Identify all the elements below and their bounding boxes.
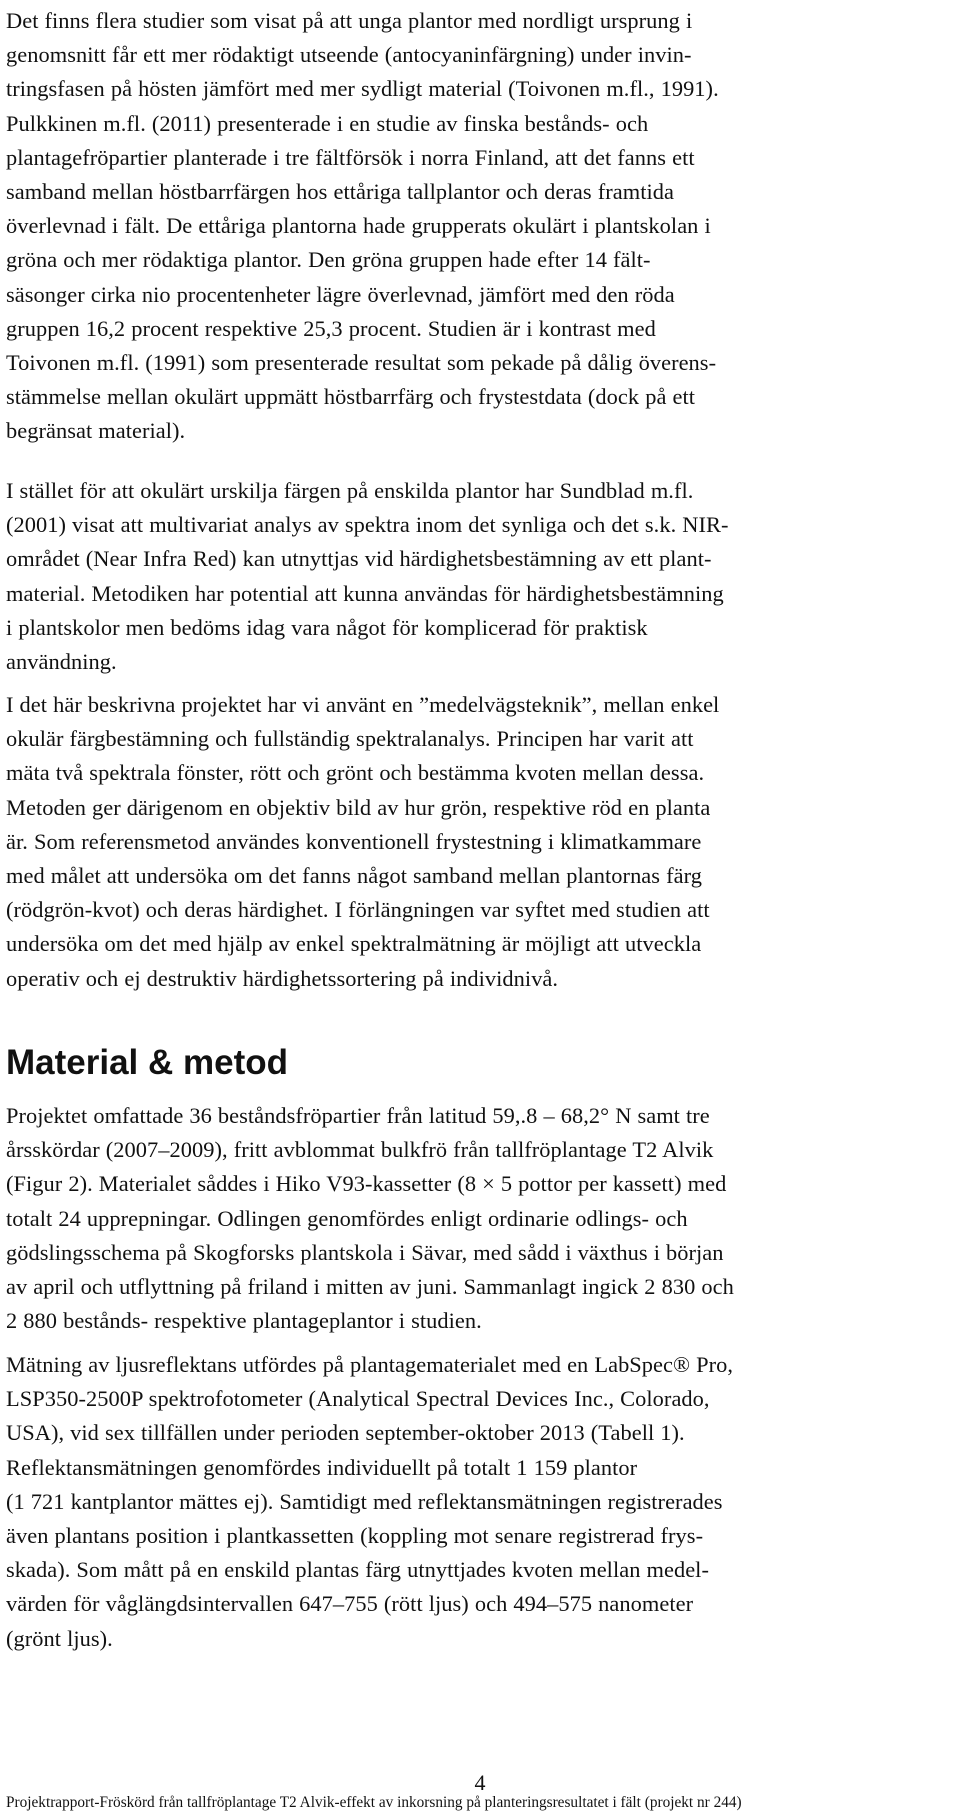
- text-line: tringsfasen på hösten jämfört med mer sydligt material (Toivonen m.fl., 1991).: [6, 76, 719, 102]
- text-line: plantagefröpartier planterade i tre fältförsök i norra Finland, att det fanns ett: [6, 144, 695, 170]
- text-line: 2 880 bestånds- respektive plantageplantor i studien.: [6, 1308, 482, 1334]
- text-line: området (Near Infra Red) kan utnyttjas vid härdighetsbestämning av ett plant-: [6, 546, 712, 572]
- section-paragraph-2: [6, 1348, 948, 1656]
- text-line: Mätning av ljusreflektans utfördes på plantagematerialet med en LabSpec® Pro,: [6, 1352, 734, 1377]
- text-line: värden för våglängdsintervallen 647–755 (rött ljus) och 494–575 nanometer: [6, 1591, 694, 1617]
- text-line: Toivonen m.fl. (1991) som presenterade resultat som pekade på dålig överens-: [6, 350, 717, 376]
- text-line: (rödgrön-kvot) och deras härdighet. I förlängningen var syftet med studien att: [6, 897, 710, 923]
- text-line: okulär färgbestämning och fullständig spektralanalys. Principen har varit att: [6, 726, 694, 752]
- text-line: Reflektansmätningen genomfördes individuellt på totalt 1 159 plantor: [6, 1454, 638, 1480]
- text-line: I det här beskrivna projektet har vi använt en ”medelvägsteknik”, mellan enkel: [6, 692, 720, 717]
- text-line: Pulkkinen m.fl. (2011) presenterade i en studie av finska bestånds- och: [6, 110, 649, 136]
- text-line: USA), vid sex tillfällen under perioden september-oktober 2013 (Tabell 1).: [6, 1420, 685, 1446]
- text-line: mäta två spektrala fönster, rött och grönt och bestämma kvoten mellan dessa.: [6, 760, 705, 786]
- text-line: material. Metodiken har potential att kunna användas för härdighetsbestämning: [6, 580, 724, 606]
- text-line: I stället för att okulärt urskilja färgen på enskilda plantor har Sundblad m.fl.: [6, 478, 694, 503]
- text-line: (grönt ljus).: [6, 1625, 113, 1651]
- text-line: totalt 24 upprepningar. Odlingen genomfördes enligt ordinarie odlings- och: [6, 1205, 688, 1231]
- text-line: Det finns flera studier som visat på att unga plantor med nordligt ursprung i: [6, 8, 693, 33]
- text-line: (2001) visat att multivariat analys av spektra inom det synliga och det s.k. NIR-: [6, 512, 729, 538]
- text-line: stämmelse mellan okulärt uppmätt höstbarrfärg och frystestdata (dock på ett: [6, 384, 696, 410]
- text-line: Metoden ger därigenom en objektiv bild av hur grön, respektive röd en planta: [6, 794, 711, 820]
- text-line: LSP350-2500P spektrofotometer (Analytical Spectral Devices Inc., Colorado,: [6, 1386, 710, 1412]
- section-heading: Material & metod: [6, 1043, 288, 1082]
- text-line: gröna och mer rödaktiga plantor. Den gröna gruppen hade efter 14 fält-: [6, 247, 651, 273]
- text-line: samband mellan höstbarrfärgen hos ettåriga tallplantor och deras framtida: [6, 179, 674, 205]
- text-line: med målet att undersöka om det fanns något samband mellan plantornas färg: [6, 863, 702, 889]
- page-number: 4: [474, 1770, 486, 1795]
- text-line: säsonger cirka nio procentenheter lägre överlevnad, jämfört med den röda: [6, 281, 675, 307]
- body-paragraph-2: [6, 474, 948, 679]
- text-line: begränsat material).: [6, 418, 186, 444]
- text-line: användning.: [6, 649, 117, 675]
- text-line: av april och utflyttning på friland i mitten av juni. Sammanlagt ingick 2 830 och: [6, 1274, 734, 1300]
- text-line: undersöka om det med hjälp av enkel spektralmätning är möjligt att utveckla: [6, 931, 702, 957]
- text-line: överlevnad i fält. De ettåriga plantorna hade grupperats okulärt i plantskolan i: [6, 213, 711, 239]
- text-line: är. Som referensmetod användes konventionell frystestning i klimatkammare: [6, 828, 702, 854]
- text-line: årsskördar (2007–2009), fritt avblommat bulkfrö från tallfröplantage T2 Alvik: [6, 1137, 714, 1163]
- text-line: (1 721 kantplantor mättes ej). Samtidigt med reflektansmätningen registrerades: [6, 1488, 723, 1514]
- text-line: gruppen 16,2 procent respektive 25,3 procent. Studien är i kontrast med: [6, 315, 656, 341]
- text-line: operativ och ej destruktiv härdighetssortering på individnivå.: [6, 965, 559, 991]
- text-line: i plantskolor men bedöms idag vara något för komplicerad för praktisk: [6, 614, 648, 640]
- text-line: Projektet omfattade 36 beståndsfröpartier från latitud 59,.8 – 68,2° N samt tre: [6, 1103, 710, 1128]
- text-line: (Figur 2). Materialet såddes i Hiko V93-kassetter (8 × 5 pottor per kassett) med: [6, 1171, 727, 1197]
- body-paragraph-1: [6, 4, 948, 449]
- text-line: gödslingsschema på Skogforsks plantskola i Sävar, med sådd i växthus i början: [6, 1239, 724, 1265]
- text-line: skada). Som mått på en enskild plantas färg utnyttjades kvoten mellan medel-: [6, 1557, 709, 1583]
- page-footer: Projektrapport-Fröskörd från tallfröplantage T2 Alvik-effekt av inkorsning på planteringsresultatet i fält (projekt nr 244): [6, 1794, 742, 1811]
- text-line: genomsnitt får ett mer rödaktigt utseende (antocyaninfärgning) under invin-: [6, 42, 692, 68]
- text-line: även plantans position i plantkassetten (koppling mot senare registrerad frys-: [6, 1523, 704, 1549]
- section-paragraph-1: [6, 1099, 948, 1338]
- body-paragraph-3: [6, 688, 948, 996]
